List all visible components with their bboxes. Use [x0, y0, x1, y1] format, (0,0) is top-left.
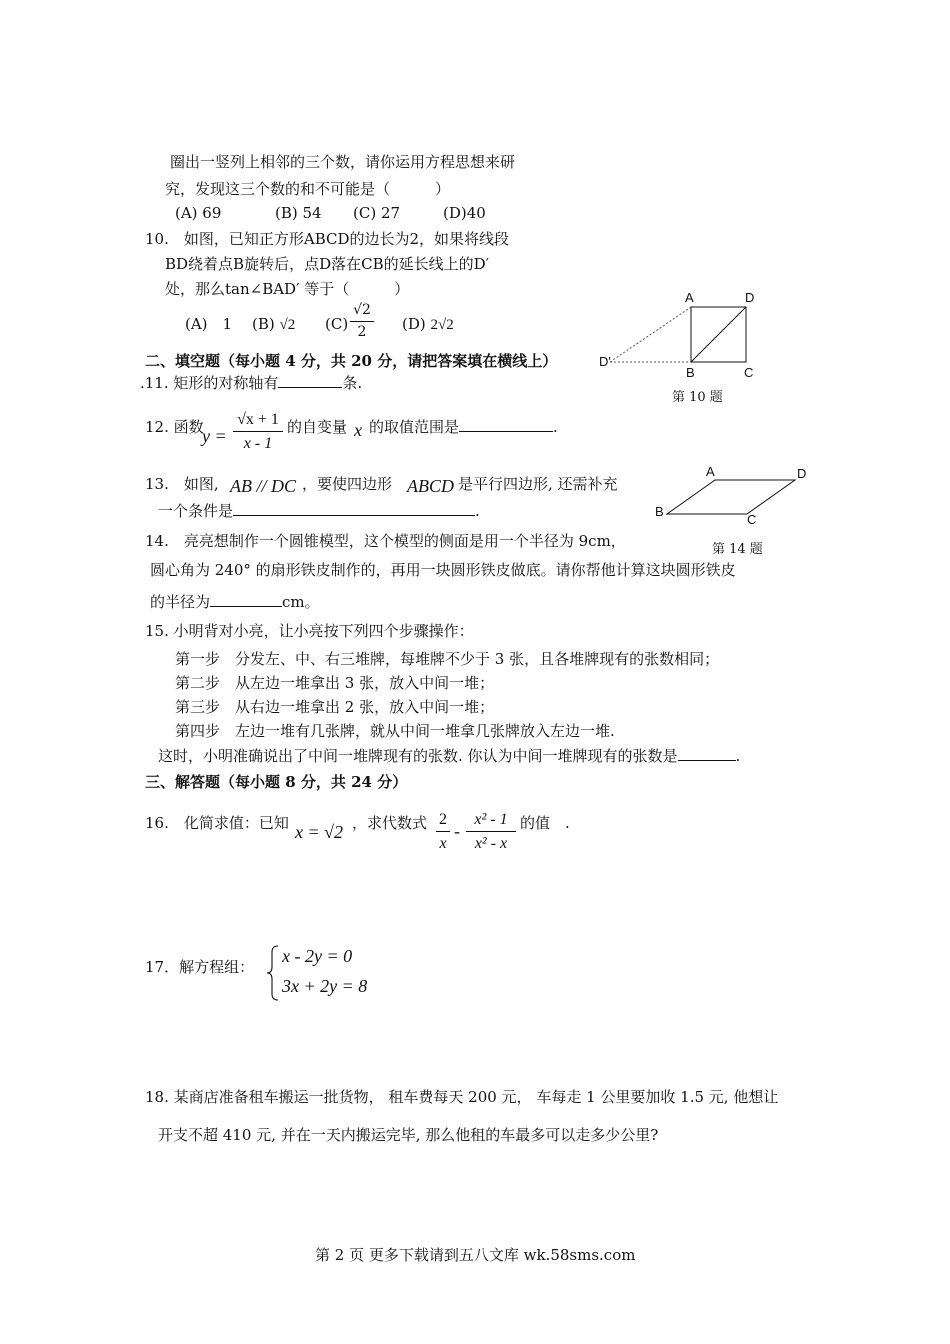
q16-x-equals: x = √2	[295, 822, 344, 842]
label-a: A	[685, 290, 694, 305]
page-footer: 第 2 页 更多下载请到五八文库 wk.58sms.com	[315, 1246, 636, 1264]
section-3-title: 三、解答题（每小题 8 分，共 24 分）	[145, 773, 408, 791]
q10-line1: 10. 如图，已知正方形ABCD的边长为2，如果将线段	[145, 230, 510, 248]
q14-answer-blank[interactable]	[210, 606, 282, 607]
q13-prefix: 13. 如图,	[145, 475, 219, 493]
q15-step3: 第三步 从右边一堆拿出 2 张，放入中间一堆；	[175, 698, 495, 716]
diagonal-bd	[691, 307, 746, 362]
q16-fraction-1-numerator: 2	[439, 811, 447, 828]
q11-suffix: 条.	[342, 374, 363, 392]
q16-fraction-2-numerator: x² - 1	[474, 811, 508, 828]
q10-option-c-denominator: 2	[357, 323, 367, 340]
q15-end: .	[735, 747, 741, 765]
q15-intro: 15. 小明背对小亮，让小亮按下列四个步骤操作：	[145, 622, 474, 640]
q16-fraction-2-denominator: x² - x	[474, 835, 508, 853]
parallelogram-abcd	[667, 480, 795, 514]
q13-answer-blank[interactable]	[233, 515, 475, 516]
q13-line2	[158, 502, 480, 520]
q11-answer-blank[interactable]	[278, 387, 342, 388]
label-a: A	[706, 464, 715, 479]
q14-line2: 圆心角为 240° 的扇形铁皮制作的，再用一块圆形铁皮做底。请你帮他计算这块圆形铁皮	[150, 561, 736, 579]
q17-brace	[266, 944, 280, 1002]
q10-option-b	[252, 315, 295, 334]
q13-figure-caption: 第 14 题	[712, 542, 763, 557]
q16-prefix: 16. 化简求值：已知	[145, 814, 289, 832]
q17-prefix: 17．解方程组：	[145, 958, 255, 976]
q10-option-c-fraction	[350, 302, 374, 341]
q12-y-equals: y =	[202, 426, 227, 446]
q9-option-b: (B) 54	[275, 204, 322, 222]
label-c: C	[747, 512, 757, 527]
q12-denominator: x - 1	[243, 435, 273, 453]
label-d: D	[745, 290, 755, 305]
q16-fraction-1-denominator: x	[439, 835, 447, 853]
q16-fraction-2	[466, 810, 516, 853]
q10-option-d-value: 2√2	[430, 317, 454, 333]
q13-math-parallel: AB // DC	[230, 476, 296, 496]
q10-option-a: (A) 1	[185, 315, 233, 333]
q16-fraction-1	[436, 810, 450, 853]
q15-step1: 第一步 分发左、中、右三堆牌，每堆牌不少于 3 张，且各堆牌现有的张数相同；	[175, 650, 720, 668]
q13-figure	[650, 462, 820, 532]
q13-mid: ，要使四边形	[302, 475, 393, 493]
q18-line2: 开支不超 410 元, 并在一天内搬运完毕, 那么他租的车最多可以走多少公里?	[158, 1126, 659, 1144]
q16-suffix: 的值 .	[520, 814, 570, 832]
q14-line1: 14. 亮亮想制作一个圆锥模型，这个模型的侧面是用一个半径为 9cm，	[145, 532, 626, 550]
label-c: C	[744, 365, 754, 380]
q10-option-b-label: (B)	[252, 315, 275, 333]
q12-prefix: 12. 函数	[145, 418, 204, 436]
q15-conclusion	[158, 747, 740, 765]
q18-line1: 18. 某商店准备租车搬运一批货物， 租车费每天 200 元， 车每走 1 公里要加收 1.5 元, 他想让	[145, 1088, 779, 1106]
q15-step2: 第二步 从左边一堆拿出 3 张，放入中间一堆；	[175, 674, 495, 692]
q13-line2-text: 一个条件是	[158, 502, 234, 520]
q11	[140, 374, 362, 392]
q9-option-c: (C) 27	[353, 204, 401, 222]
q9-option-d: (D)40	[443, 204, 486, 222]
q10-option-b-value: √2	[279, 317, 296, 333]
q9-line2: 究，发现这三个数的和不可能是（ ）	[165, 180, 451, 198]
q12-fraction	[233, 410, 283, 453]
q13-math-abcd: ABCD	[407, 476, 454, 496]
q12-suffix	[369, 418, 558, 436]
q14-line3	[150, 593, 320, 611]
q10-option-d	[402, 315, 454, 334]
dotted-line-ad	[610, 307, 691, 362]
q10-figure	[595, 288, 775, 403]
label-b: B	[655, 504, 664, 519]
q16-mid: ，求代数式	[352, 814, 428, 832]
q10-option-c-label: (C)	[325, 315, 349, 333]
q9-option-a: (A) 69	[175, 204, 222, 222]
section-2-title: 二、填空题（每小题 4 分，共 20 分，请把答案填在横线上）	[145, 352, 558, 370]
q12-numerator: √x + 1	[237, 411, 279, 428]
q10-option-d-label: (D)	[402, 315, 426, 333]
label-d: D	[797, 466, 807, 481]
q15-answer-blank[interactable]	[678, 760, 736, 761]
q12-mid: 的自变量	[287, 418, 348, 436]
q17-equation-2: 3x + 2y = 8	[282, 976, 368, 996]
q13-end: .	[475, 502, 480, 520]
q14-line3-prefix: 的半径为	[150, 593, 211, 611]
q10-line2: BD绕着点B旋转后，点D落在CB的延长线上的D′	[165, 255, 490, 273]
q10-line3: 处，那么tan∠BAD′ 等于（ ）	[165, 280, 410, 298]
q13-suffix: 是平行四边形, 还需补充	[458, 475, 618, 493]
q10-figure-caption: 第 10 题	[672, 390, 723, 405]
q14-line3-suffix: cm。	[282, 593, 320, 611]
q10-option-c-numerator: √2	[353, 302, 371, 318]
q9-line1: 圈出一竖列上相邻的三个数，请你运用方程思想来研	[170, 153, 516, 171]
q17-equation-1: x - 2y = 0	[282, 946, 353, 966]
label-b: B	[686, 365, 695, 380]
q12-variable: x	[354, 420, 362, 440]
q16-minus: -	[454, 821, 460, 841]
q12-end: .	[553, 418, 558, 436]
q15-step4: 第四步 左边一堆有几张牌，就从中间一堆拿几张牌放入左边一堆.	[175, 722, 615, 740]
q12-suffix-text: 的取值范围是	[369, 418, 460, 436]
q15-conclusion-text: 这时，小明准确说出了中间一堆牌现有的张数. 你认为中间一堆牌现有的张数是	[158, 747, 678, 765]
label-d-prime: D'	[599, 354, 611, 369]
q12-answer-blank[interactable]	[459, 431, 553, 432]
q11-prefix: .11. 矩形的对称轴有	[140, 374, 279, 392]
